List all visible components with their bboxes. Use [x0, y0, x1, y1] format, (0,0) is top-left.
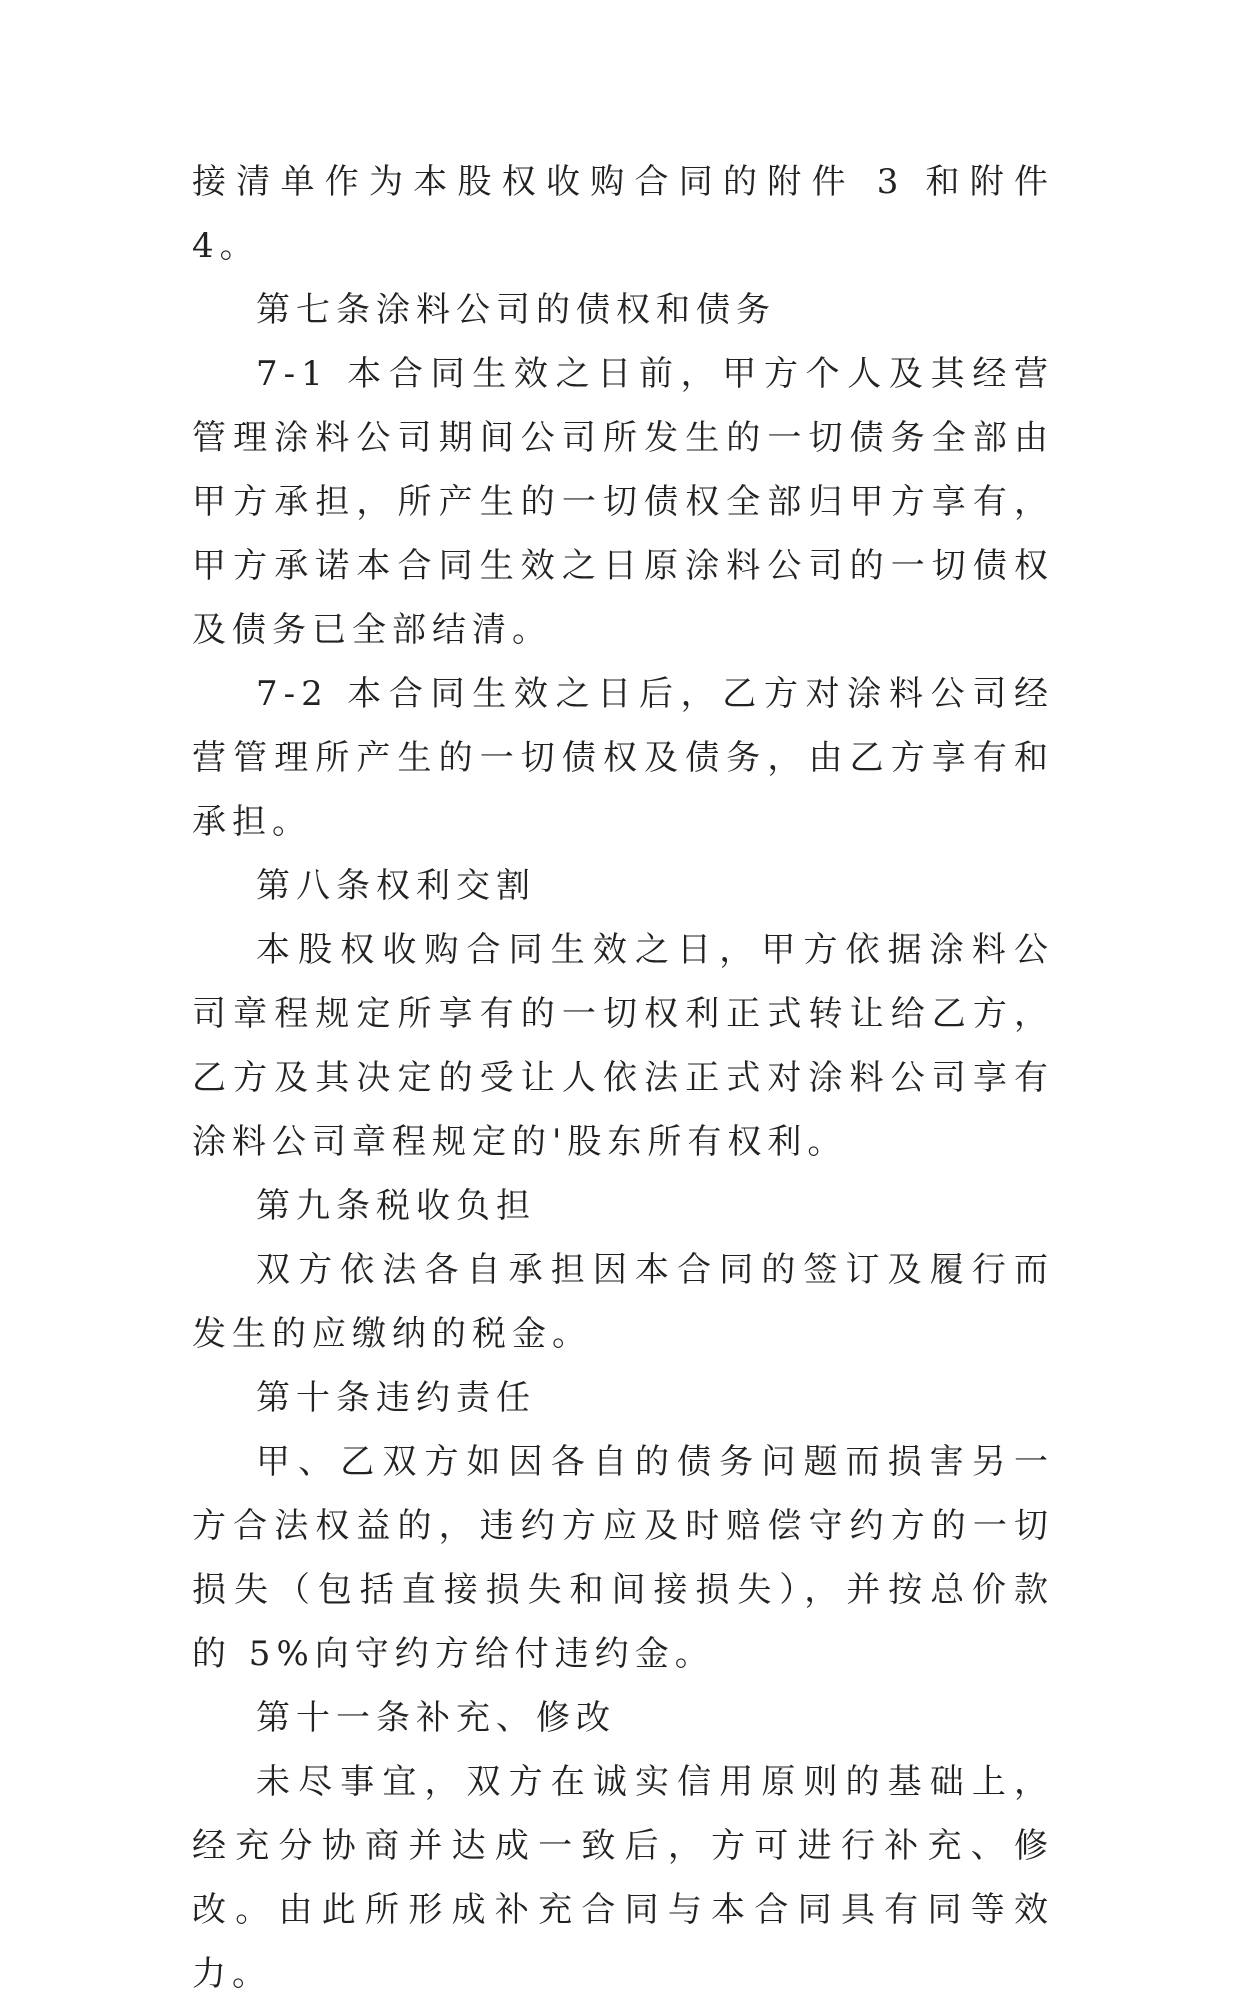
article-11-heading: 第十一条补充、修改 [256, 1698, 616, 1738]
article-10-heading: 第十条违约责任 [256, 1378, 536, 1418]
article-9-heading: 第九条税收负担 [256, 1186, 536, 1226]
article-10-body: 甲、乙双方如因各自的债务问题而损害另一方合法权益的，违约方应及时赔偿守约方的一切损失（包括直接损失和间接损失），并按总价款的 5%向守约方给付违约金。 [192, 1442, 1054, 1674]
article-7-heading: 第七条涂料公司的债权和债务 [256, 290, 776, 330]
paragraph-attachments: 接清单作为本股权收购合同的附件 3 和附件 4。 [192, 162, 1054, 266]
article-8-body: 本股权收购合同生效之日，甲方依据涂料公司章程规定所享有的一切权利正式转让给乙方，乙方及其决定的受让人依法正式对涂料公司享有涂料公司章程规定的'股东所有权利。 [192, 930, 1054, 1162]
article-11-body: 未尽事宜，双方在诚实信用原则的基础上，经充分协商并达成一致后，方可进行补充、修改。由此所形成补充合同与本合同具有同等效力。 [192, 1762, 1054, 1994]
clause-7-1: 7-1 本合同生效之日前，甲方个人及其经营管理涂料公司期间公司所发生的一切债务全部由甲方承担，所产生的一切债权全部归甲方享有，甲方承诺本合同生效之日原涂料公司的一切债权及债务已全部结清。 [192, 354, 1054, 650]
clause-7-2: 7-2 本合同生效之日后，乙方对涂料公司经营管理所产生的一切债权及债务，由乙方享有和承担。 [192, 674, 1054, 842]
article-9-body: 双方依法各自承担因本合同的签订及履行而发生的应缴纳的税金。 [192, 1250, 1054, 1354]
article-8-heading: 第八条权利交割 [256, 866, 536, 906]
document-page [192, 150, 1054, 2006]
